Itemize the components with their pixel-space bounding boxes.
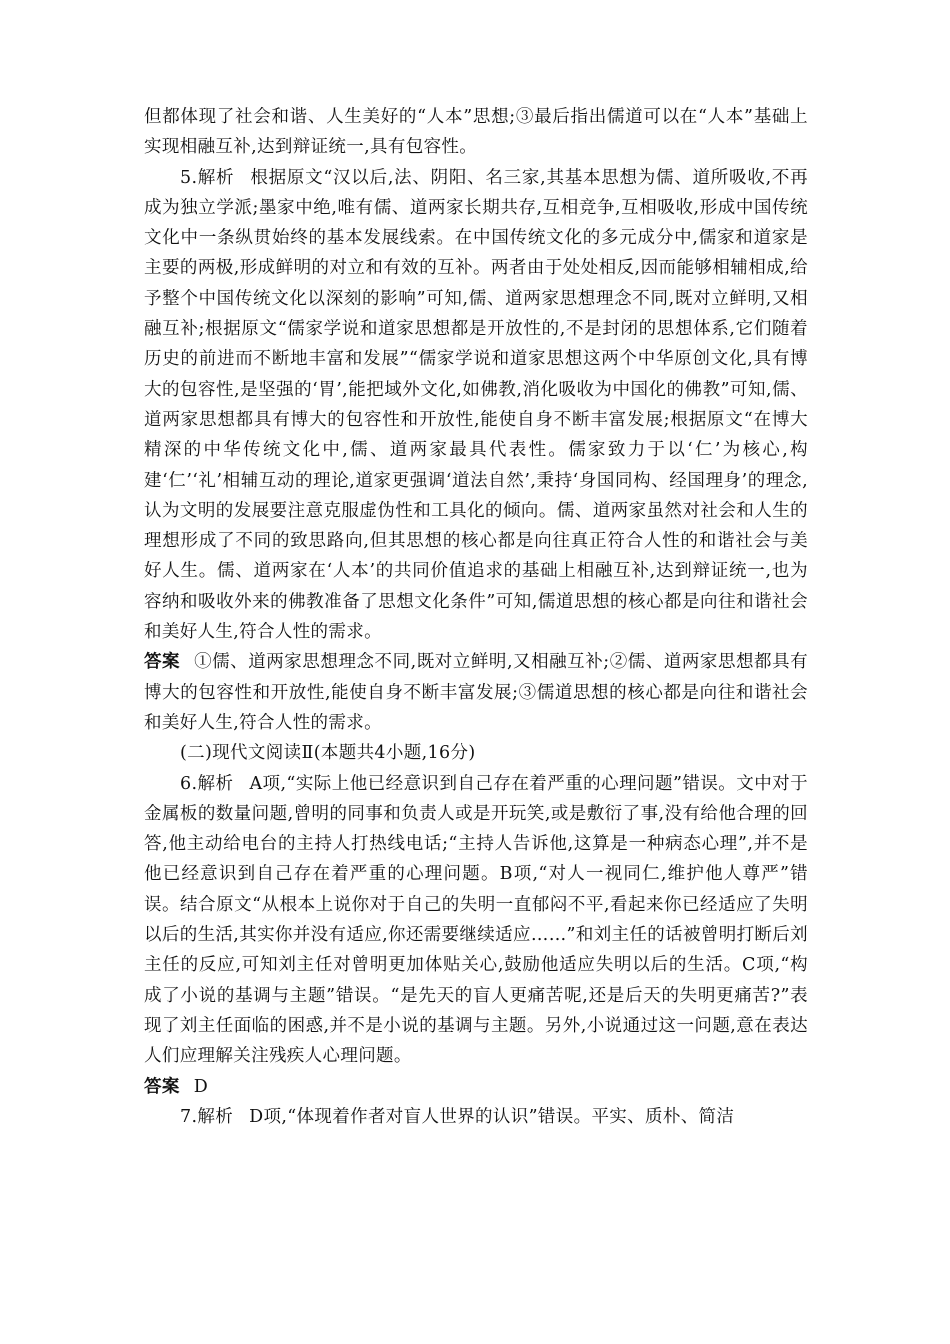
document-page <box>144 102 808 1132</box>
continuation-text: 但都体现了社会和谐、人生美好的“人本”思想;③最后指出儒道可以在“人本”基础上实现相融互补,达到辩证统一,具有包容性。 <box>144 107 808 158</box>
question-6-analysis <box>144 769 808 1072</box>
question-5-label: 5.解析 <box>180 167 235 188</box>
question-7-label: 7.解析 <box>180 1106 234 1127</box>
question-6-label: 6.解析 <box>180 773 234 794</box>
section-2-title: (二)现代文阅读Ⅱ(本题共4小题,16分) <box>180 743 476 764</box>
section-2-heading <box>144 738 808 768</box>
question-5-analysis <box>144 163 808 648</box>
question-7-analysis <box>144 1102 808 1132</box>
paragraph-continuation <box>144 102 808 163</box>
question-5-answer <box>144 647 808 738</box>
question-6-answer <box>144 1072 808 1102</box>
question-6-text: A项,“实际上他已经意识到自己存在着严重的心理问题”错误。文中对于金属板的数量问题,曾明的同事和负责人或是开玩笑,或是敷衍了事,没有给他合理的回答,他主动给电台的主持人打热线电话;“主持人告诉他,这算是一种病态心理”,并不是他已经意识到自己存在着严重的心理问题。B项,“对人一视同仁,维护他人尊严”错误。结合原文“从根本上说你对于自己的失明一直郁闷不平,看起来你已经适应了失明以后的生活,其实你并没有适应,你还需要继续适应……”和刘主任的话被曾明打断后刘主任的反应,可知刘主任对曾明更加体贴关心,鼓励他适应失明以后的生活。C项,“构成了小说的基调与主题”错误。“是先天的盲人更痛苦呢,还是后天的失明更痛苦?”表现了刘主任面临的困惑,并不是小说的基调与主题。另外,小说通过这一问题,意在表达人们应理解关注残疾人心理问题。 <box>144 773 808 1067</box>
question-5-text: 根据原文“汉以后,法、阴阳、名三家,其基本思想为儒、道所吸收,不再成为独立学派;墨家中绝,唯有儒、道两家长期共存,互相竞争,互相吸收,形成中国传统文化中一条纵贯始终的基本发展线索。在中国传统文化的多元成分中,儒家和道家是主要的两极,形成鲜明的对立和有效的互补。两者由于处处相反,因而能够相辅相成,给予整个中国传统文化以深刻的影响”可知,儒、道两家思想理念不同,既对立鲜明,又相融互补;根据原文“儒家学说和道家思想都是开放性的,不是封闭的思想体系,它们随着历史的前进而不断地丰富和发展”“儒家学说和道家思想这两个中华原创文化,具有博大的包容性,是坚强的‘胃’,能把域外文化,如佛教,消化吸收为中国化的佛教”可知,儒、道两家思想都具有博大的包容性和开放性,能使自身不断丰富发展;根据原文“在博大精深的中华传统文化中,儒、道两家最具代表性。儒家致力于以‘仁’为核心,构建‘仁’‘礼’相辅互动的理论,道家更强调‘道法自然’,秉持‘身国同构、经国理身’的理念,认为文明的发展要注意克服虚伪性和工具化的倾向。儒、道两家虽然对社会和人生的理想形成了不同的致思路向,但其思想的核心都是向往真正符合人性的和谐社会与美好人生。儒、道两家在‘人本’的共同价值追求的基础上相融互补,达到辩证统一,也为容纳和吸收外来的佛教准备了思想文化条件”可知,儒道思想的核心都是向往和谐社会和美好人生,符合人性的需求。 <box>144 167 808 643</box>
answer-5-text: ①儒、道两家思想理念不同,既对立鲜明,又相融互补;②儒、道两家思想都具有博大的包容性和开放性,能使自身不断丰富发展;③儒道思想的核心都是向往和谐社会和美好人生,符合人性的需求。 <box>144 652 808 733</box>
answer-5-label: 答案 <box>144 652 181 673</box>
question-7-text: D项,“体现着作者对盲人世界的认识”错误。平实、质朴、简洁 <box>249 1106 735 1127</box>
answer-6-text: D <box>193 1076 209 1097</box>
answer-6-label: 答案 <box>144 1076 180 1097</box>
